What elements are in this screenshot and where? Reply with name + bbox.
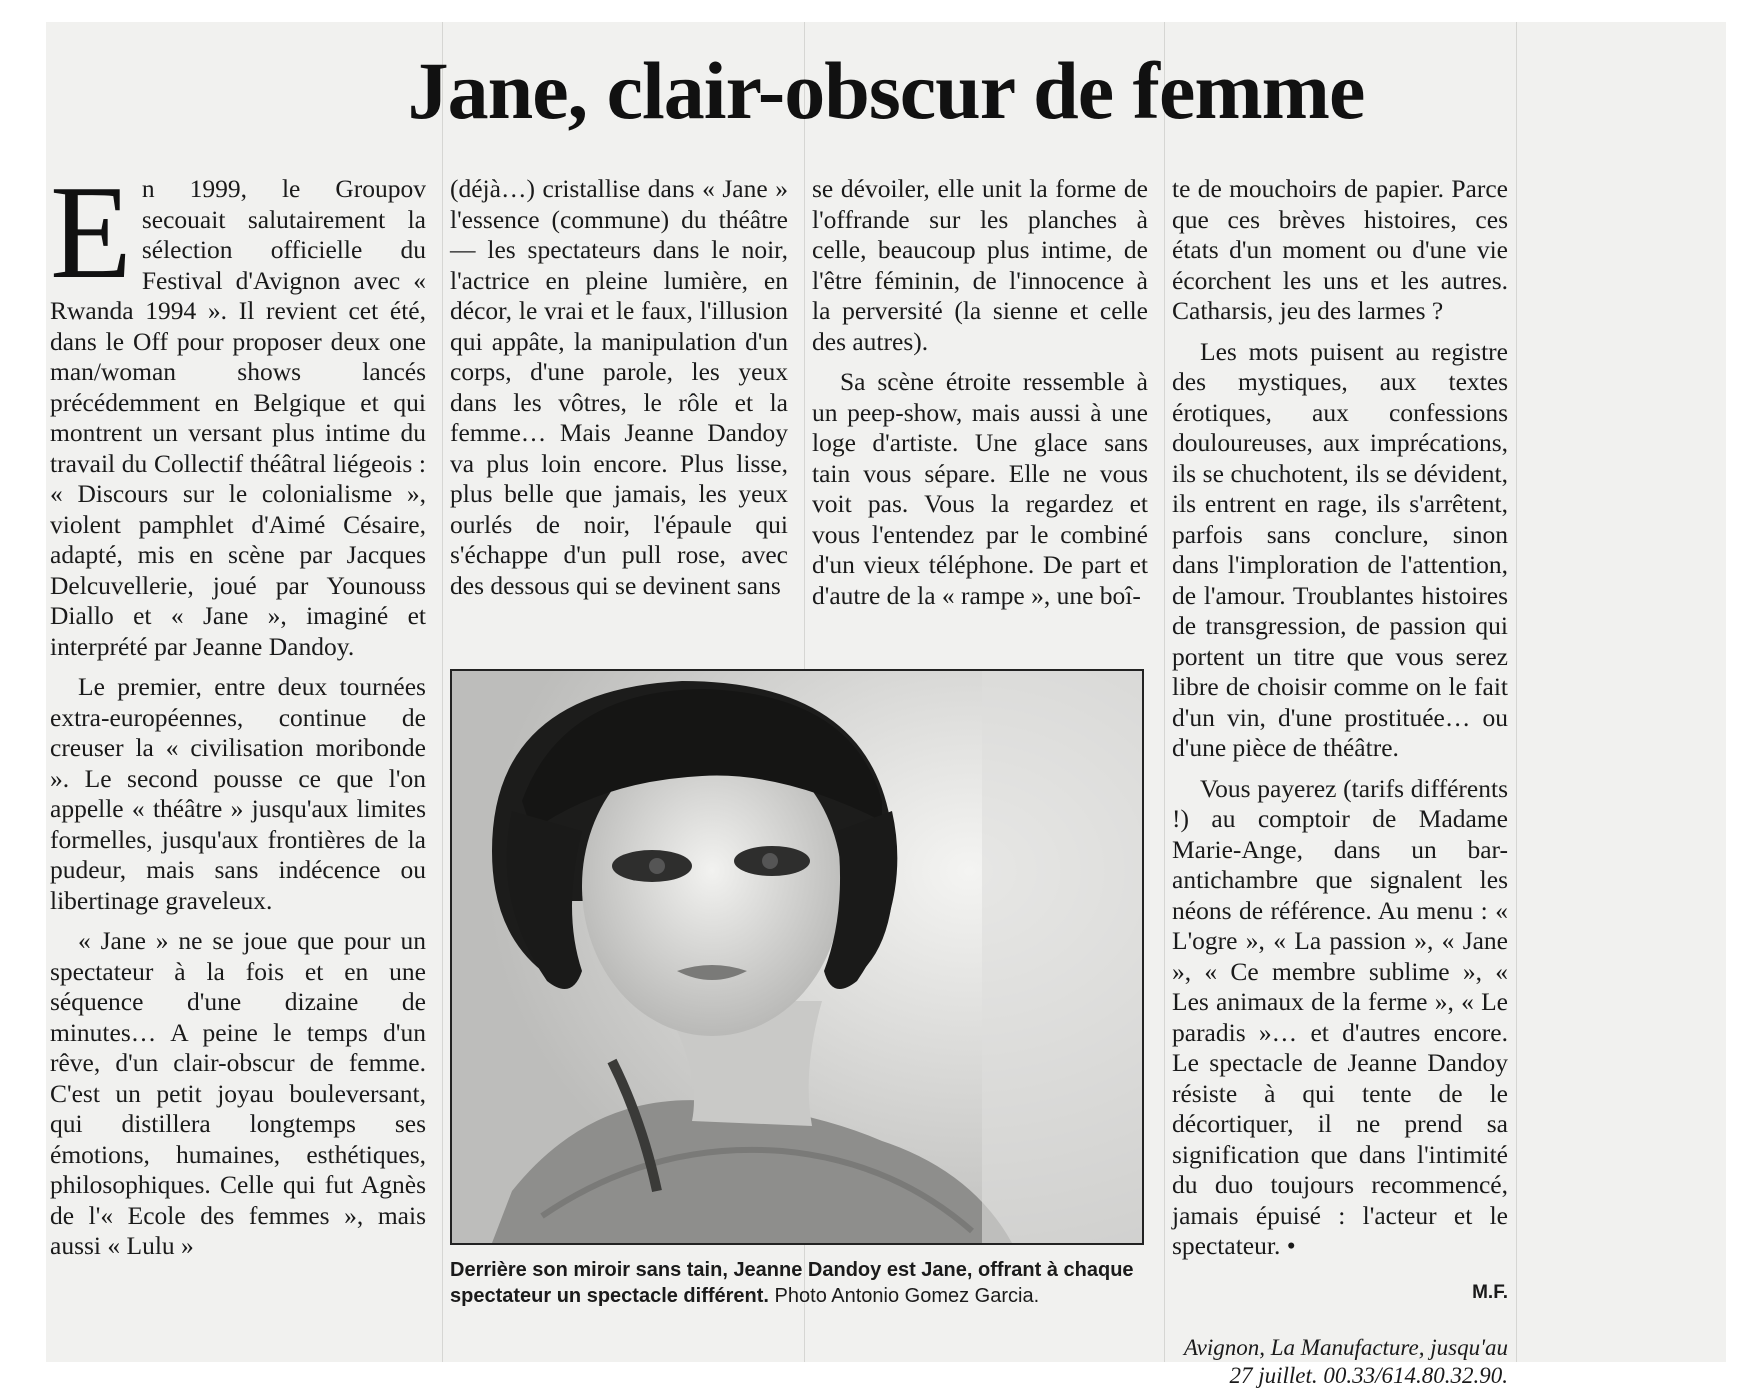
photo-caption	[450, 1257, 1150, 1309]
article-column-4	[1172, 174, 1508, 1390]
venue-line: Avignon, La Manufacture, jusqu'au	[1183, 1335, 1508, 1360]
article-photo	[450, 669, 1144, 1245]
paragraph: Vous payerez (tarifs différents !) au comptoir de Madame Marie-Ange, dans un bar-antichambre que signalent les néons de référence. Au menu : « L'ogre », « La passion », « Jane », « Ce membre sublime », « Les animaux de la ferme », « Le paradis »… et d'autres encore. Le spectacle de Jeanne Dandoy résiste à qui tente de le décortiquer, il ne prend sa signification que dans l'intimité du duo toujours recommencé, jamais épuisé : l'acteur et le spectateur. •	[1172, 773, 1508, 1260]
photo-credit: Photo Antonio Gomez Garcia.	[774, 1285, 1040, 1307]
paragraph-text: n 1999, le Groupov secouait salutairement la sélection officielle du Festival d'Avignon avec « Rwanda 1994 ». Il revient cet été, dans le Off pour proposer deux one man/woman shows lancés précédemment en Belgique et qui montrent un versant plus intime du travail du Collectif théâtral liégeois : « Discours sur le colonialisme », violent pamphlet d'Aimé Césaire, adapté, mis en scène par Jacques Delcuvellerie, joué par Younouss Diallo et « Jane », imaginé et interprété par Jeanne Dandoy.	[50, 174, 426, 661]
paragraph: Le premier, entre deux tournées extra-européennes, continue de creuser la « civilisation moribonde ». Le second pousse ce que l'on appelle « théâtre » jusqu'aux limites formelles, jusqu'aux frontières de la pudeur, mais sans indécence ou libertinage graveleux.	[50, 672, 426, 915]
article-column-1	[50, 158, 426, 1272]
paragraph: (déjà…) cristallise dans « Jane » l'essence (commune) du théâtre — les spectateurs dans le noir, l'actrice en pleine lumière, en décor, le vrai et le faux, l'illusion qui appâte, la manipulation d'un corps, d'une parole, les yeux dans les vôtres, le rôle et la femme… Mais Jeanne Dandoy va plus loin encore. Plus lisse, plus belle que jamais, les yeux ourlés de noir, l'épaule qui s'échappe d'un pull rose, avec des dessous qui se devinent sans	[450, 174, 788, 600]
paragraph: se dévoiler, elle unit la forme de l'offrande sur les planches à celle, beaucoup plus intime, de l'être féminin, de l'innocence à la perversité (la sienne et celle des autres).	[812, 174, 1148, 356]
drop-cap: E	[50, 158, 132, 306]
portrait-photo	[452, 671, 1142, 1243]
venue-info	[1172, 1334, 1508, 1390]
column-rule	[1516, 22, 1527, 1362]
paragraph: Sa scène étroite ressemble à un peep-show, mais aussi à une loge d'artiste. Une glace sans tain vous sépare. Elle ne vous voit pas. Vous la regardez et vous l'entendez par le combiné d'un vieux téléphone. De part et d'autre de la « rampe », une boî-	[812, 367, 1148, 610]
venue-line: 27 juillet. 00.33/614.80.32.90.	[1229, 1363, 1508, 1388]
paragraph: « Jane » ne se joue que pour un spectateur à la fois et en une séquence d'une dizaine de minutes… A peine le temps d'un rêve, d'un clair-obscur de femme. C'est un petit joyau bouleversant, qui distillera longtemps ses émotions, humaines, esthétiques, philosophiques. Celle qui fut Agnès de l'« Ecole des femmes », mais aussi « Lulu »	[50, 926, 426, 1260]
paragraph: Les mots puisent au registre des mystiques, aux textes érotiques, aux confessions douloureuses, aux imprécations, ils se chuchotent, ils se dévident, ils entrent en rage, ils s'arrêtent, parfois sans conclure, sinon dans l'imploration de l'attention, de l'amour. Troublantes histoires de transgression, de passion qui portent un titre que vous serez libre de choisir comme on le fait d'un vin, d'une prostituée… ou d'une pièce de théâtre.	[1172, 336, 1508, 762]
article-column-2	[450, 174, 788, 611]
headline: Jane, clair-obscur de femme	[407, 45, 1365, 136]
paragraph	[50, 158, 426, 662]
newspaper-clipping	[46, 22, 1726, 1388]
paragraph: te de mouchoirs de papier. Parce que ces brèves histoires, ces états d'un moment ou d'une vie écorchent les uns et les autres. Catharsis, jeu des larmes ?	[1172, 174, 1508, 325]
article-column-3	[812, 174, 1148, 621]
caption-text: Derrière son miroir sans tain, Jeanne Dandoy est Jane, offrant à chaque spectateur un spectacle différent.	[450, 1259, 1134, 1307]
byline: M.F.	[1472, 1281, 1508, 1303]
